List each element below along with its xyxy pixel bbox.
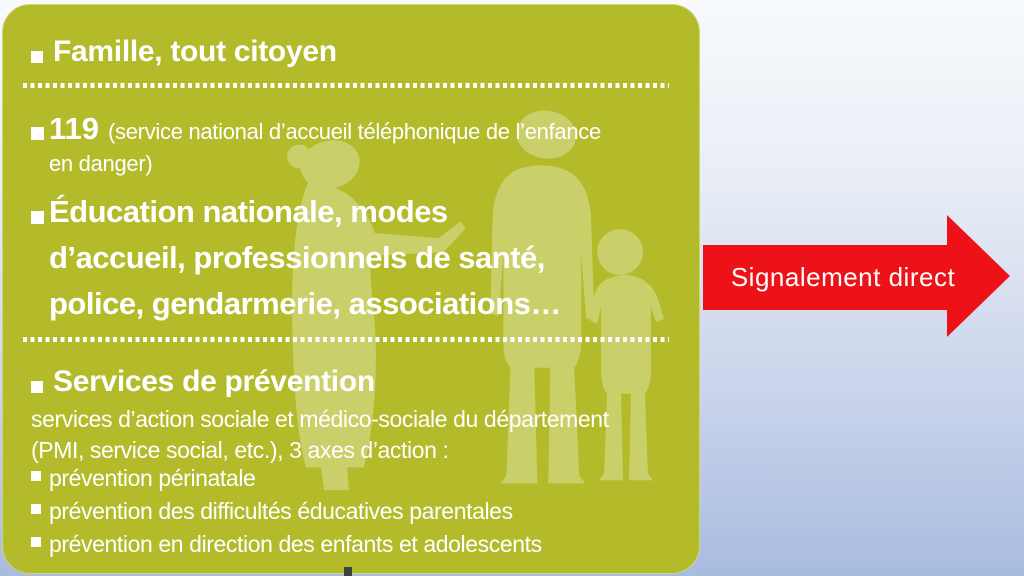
signalement-arrow-label: Signalement direct: [730, 262, 956, 292]
cropped-connector-mark: [344, 567, 352, 576]
item-119-description: (service national d’accueil téléphonique de l’enfance: [108, 119, 601, 144]
item-education-line1: Éducation nationale, modes: [49, 194, 448, 229]
item-education-line2: d’accueil, professionnels de santé,: [49, 240, 545, 275]
prevention-description-line2: (PMI, service social, etc.), 3 axes d’action :: [31, 437, 449, 463]
list-item-difficultes: prévention des difficultés éducatives parentales: [49, 498, 513, 524]
list-item-perinatale: prévention périnatale: [49, 465, 256, 491]
section-title-prevention: Services de prévention: [53, 365, 375, 398]
list-item-enfants: prévention en direction des enfants et adolescents: [49, 531, 542, 557]
item-119-description-line2: en danger): [49, 151, 153, 176]
item-119-number: 119: [49, 111, 100, 146]
item-education-line3: police, gendarmerie, associations…: [49, 286, 561, 321]
prevention-description-line1: services d’action sociale et médico-sociale du département: [31, 406, 609, 432]
section-title-famille: Famille, tout citoyen: [53, 35, 337, 68]
